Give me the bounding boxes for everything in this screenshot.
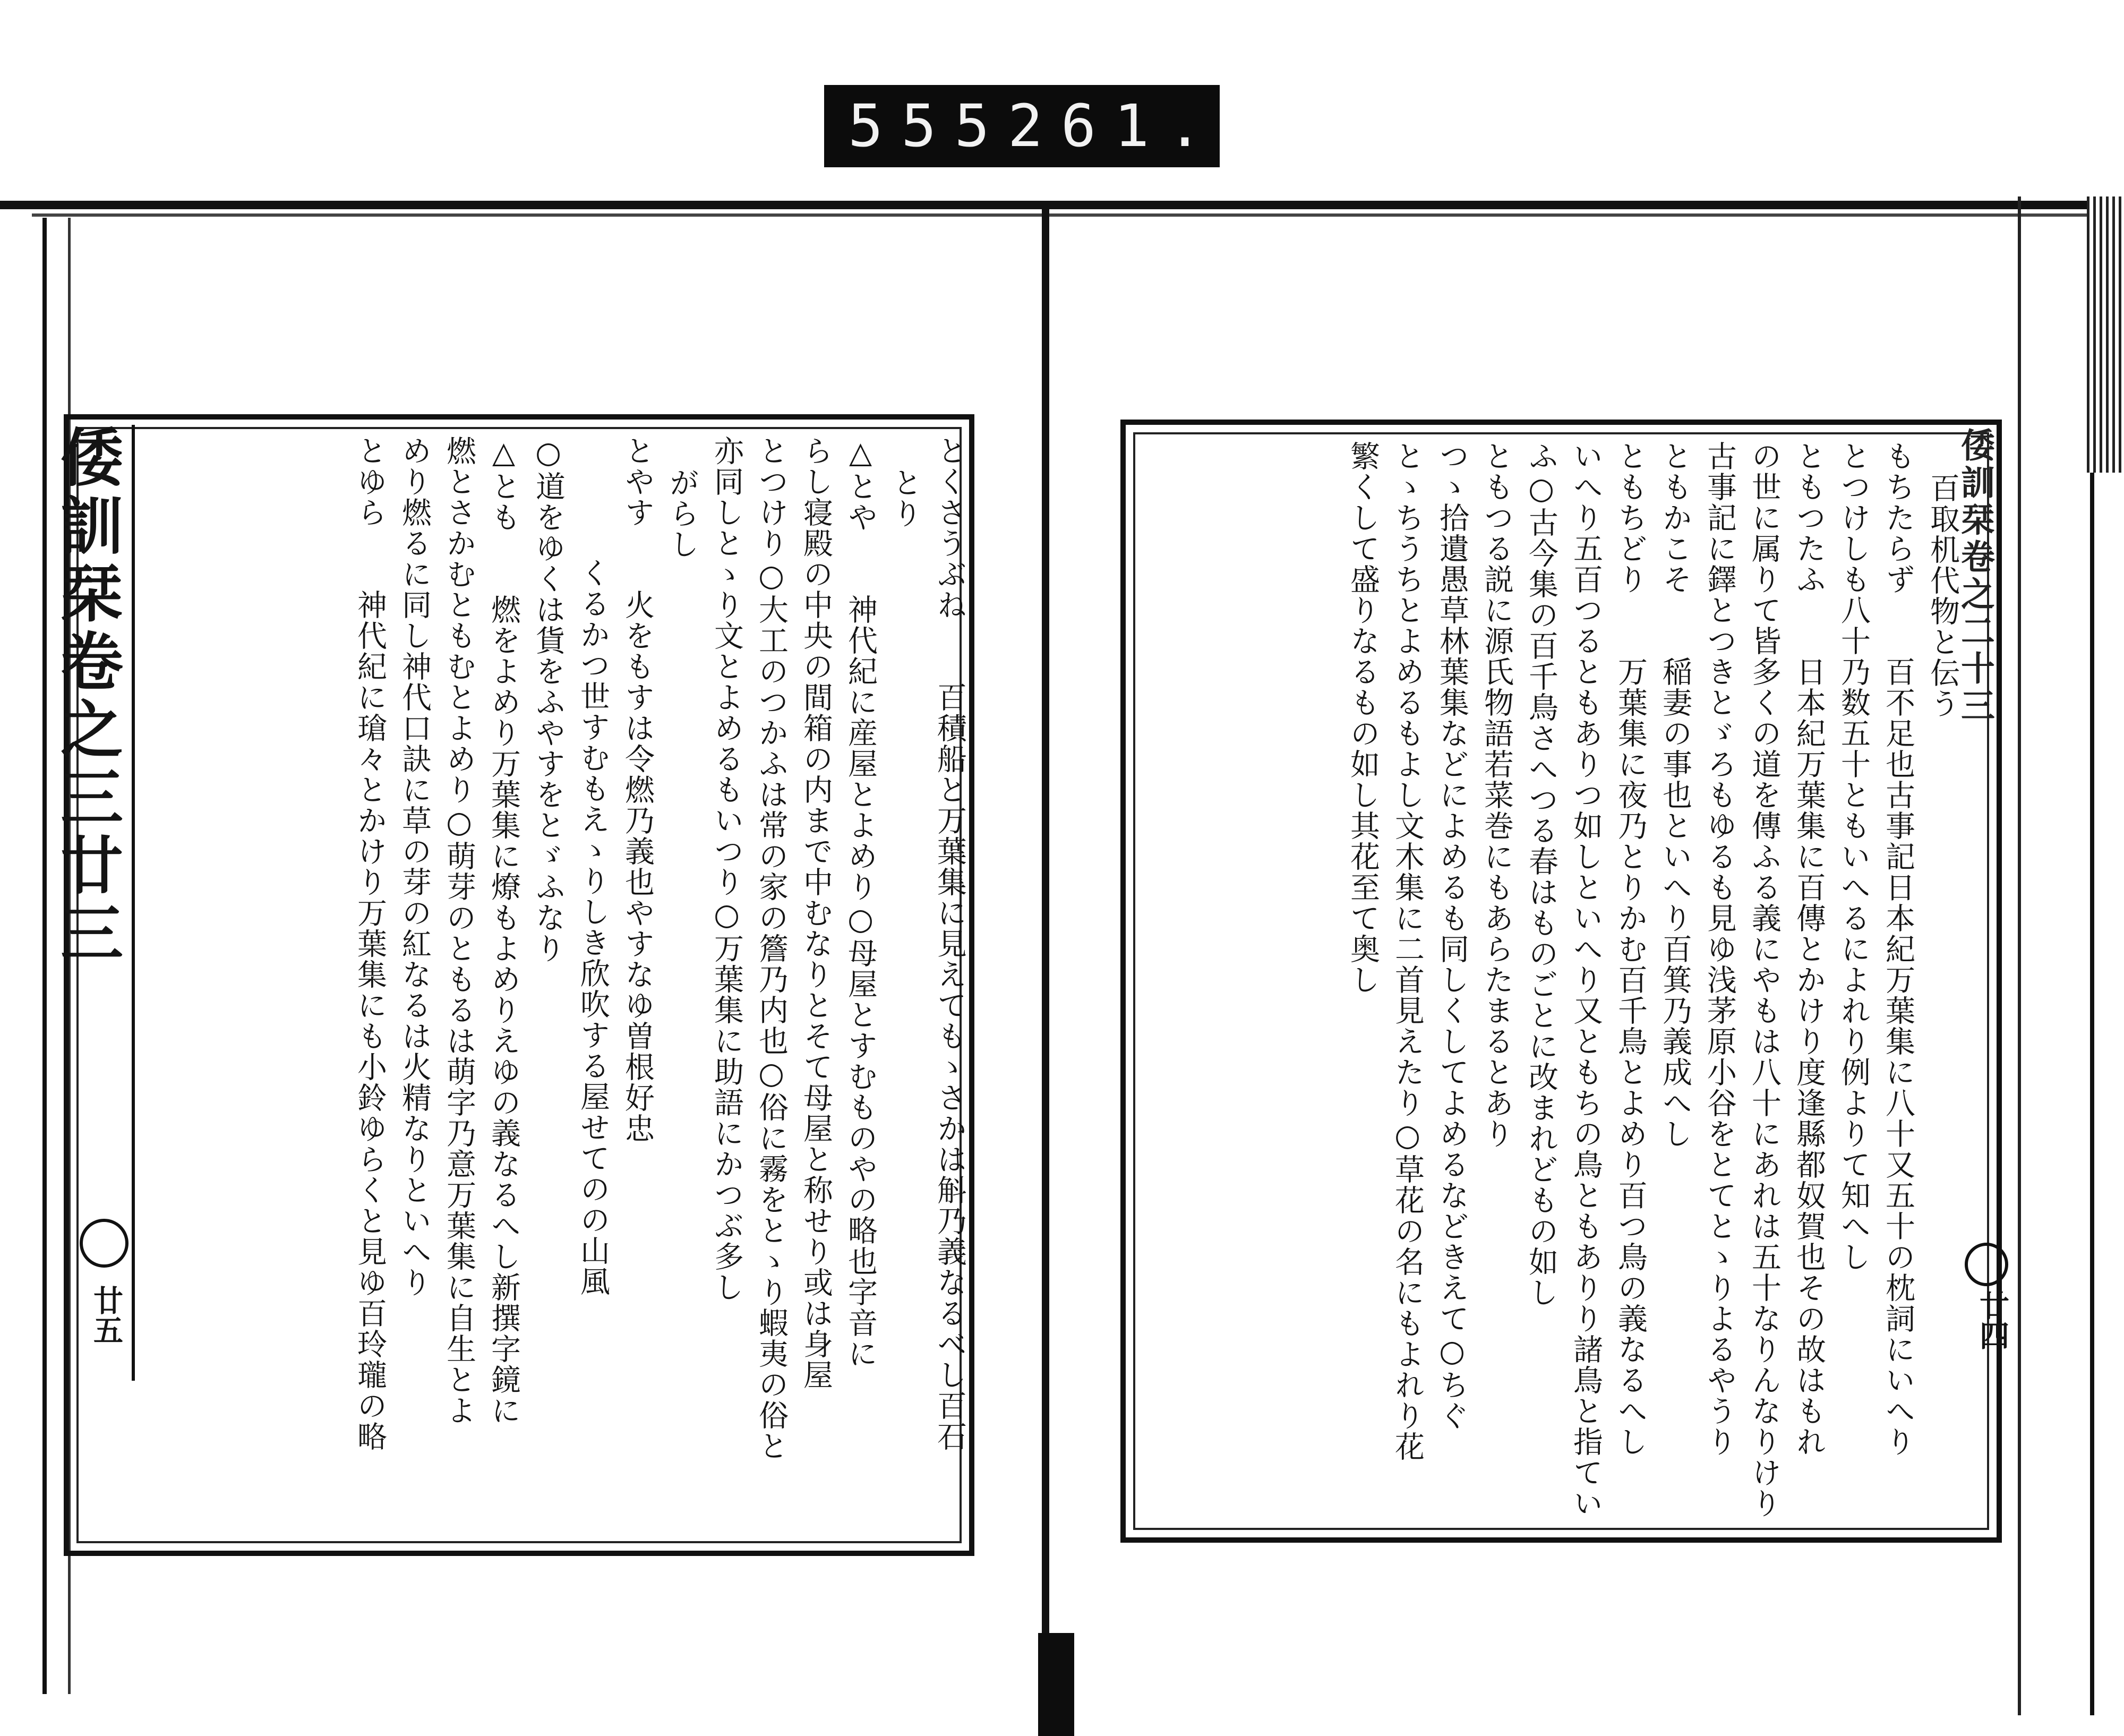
text-column: 古事記に鐸とつきとゞろもゆるも見ゆ浅茅原小谷をとてとゝりよるやうり: [1702, 441, 1737, 1457]
text-column: とくさうぶね 百積船と万葉集に見えてもゝさかは斛乃義なるべし百石: [932, 435, 967, 1452]
left-page-text: [133, 435, 972, 1540]
text-column: とゝちうちとよめるもよし文木集に二首見えたり○草花の名にもよれり花: [1390, 441, 1425, 1462]
film-label-left: 555: [848, 92, 1008, 160]
text-column: ともつたふ 日本紀万葉集に百傳とかけり度逢縣都奴賀也その故はもれ: [1792, 441, 1826, 1457]
text-column: つゝ拾遺愚草林葉集などによめるも同しくしてよめるなどきえて○ちぐ: [1435, 441, 1469, 1431]
right-page-margin-title: 倭訓栞卷之二十三: [1955, 427, 1995, 725]
text-column: くるかつ世すむもえゝりしき欣吹する屋せてのの山風: [576, 558, 610, 1297]
text-column: ○道をゆくは貨をふやすをとゞふなり: [531, 435, 566, 964]
text-column: がらし: [665, 467, 699, 560]
text-column: いへり五百つるともありつ如しといへり又ともちの鳥ともありり諸鳥と指てい: [1569, 441, 1603, 1519]
text-column: めり燃るに同し神代口訣に草の芽の紅なるは火精なりといへり: [397, 435, 432, 1298]
text-column: とゆら 神代紀に瑲々とかけり万葉集にも小鈴ゆらくと見ゆ百玲瓏の略: [353, 435, 387, 1452]
right-page-edge: [2018, 196, 2094, 1715]
text-column: 繁くして盛りなるもの如し其花至て奥し: [1346, 441, 1380, 995]
left-page-circle-mark: [80, 1219, 129, 1268]
text-column: ともつる説に源氏物語若菜巻にもあらたまるとあり: [1479, 441, 1514, 1149]
text-column: ともちどり 万葉集に夜乃とりかむ百千鳥とよめり百つ鳥の義なるへし: [1613, 441, 1648, 1457]
text-column: ともかこそ 稲妻の事也といへり百箕乃義成へし: [1658, 441, 1692, 1149]
text-column: 百取机代物と伝う: [1925, 473, 1960, 719]
book-spine-foot: [1038, 1633, 1074, 1736]
left-page-margin-title: 倭訓栞卷之三廿三: [68, 425, 135, 1381]
text-column: とやす 火をもすは令燃乃義也やすなゆ曽根好忠: [620, 435, 655, 1144]
text-column: とり: [888, 467, 922, 529]
left-page-number: 廿五: [89, 1285, 124, 1345]
book-spine: [1042, 202, 1049, 1736]
book-top-edge: [0, 201, 2124, 209]
text-column: の世に属りて皆多くの道を傳ふる義にやもは八十にあれは五十なりんなりけり: [1747, 441, 1782, 1519]
text-column: らし寝殿の中央の間箱の内まで中むなりとそて母屋と称せり或は身屋: [799, 435, 833, 1390]
text-column: △とや 神代紀に産屋とよめり○母屋とすむものやの略也字音に: [843, 435, 878, 1369]
right-page-stack: [2087, 196, 2124, 473]
book-top-edge-inner: [32, 213, 2092, 217]
text-column: もちたらず 百不足也古事記日本紀万葉集に八十又五十の枕詞にいへり: [1881, 441, 1915, 1457]
film-frame-label: [824, 85, 1220, 167]
text-column: とつけしも八十乃数五十ともいへるによれり例よりて知へし: [1836, 441, 1871, 1272]
text-column: 燃とさかむともむとよめり○萌芽のともるは萌字乃意万葉集に自生とよ: [442, 435, 476, 1426]
text-column: とつけり○大工のつかふは常の家の簷乃内也○俗に霧をとゝり蝦夷の俗と: [754, 435, 789, 1461]
film-label-right: 261.: [1007, 92, 1221, 160]
text-column: ふ○古今集の百千鳥さへつる春はものごとに改まれどもの如し: [1524, 441, 1558, 1308]
right-page-number: 廿四: [1975, 1290, 2010, 1350]
right-page-text: [1147, 441, 1965, 1535]
text-column: △とも 燃をよめり万葉集に燎もよめりえゆの義なるへし新撰字鏡に: [486, 435, 521, 1426]
right-page-circle-mark: [1965, 1243, 2008, 1286]
text-column: 亦同しとゝり文とよめるもいつり○万葉集に助語にかつぶ多し: [709, 435, 744, 1303]
